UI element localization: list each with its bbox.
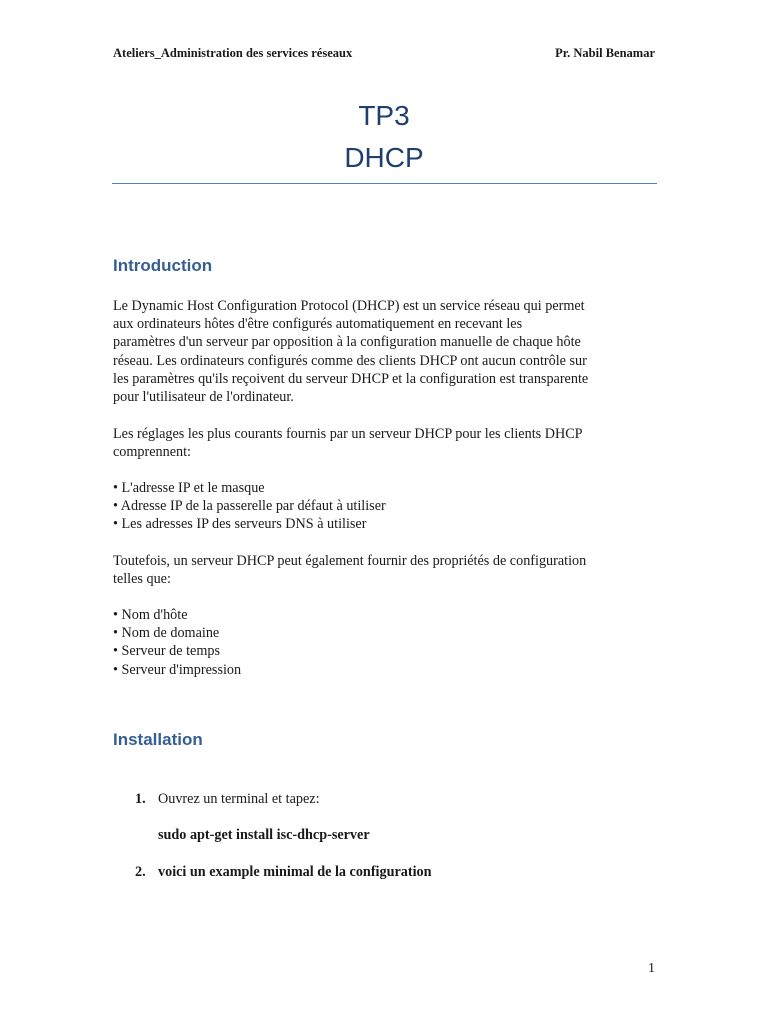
text-line: les paramètres qu'ils reçoivent du serveur DHCP et la configuration est transparente — [113, 371, 589, 387]
list-item: • Les adresses IP des serveurs DNS à utiliser — [113, 516, 367, 532]
text-line: Les réglages les plus courants fournis par un serveur DHCP pour les clients DHCP — [113, 426, 583, 442]
text-line: Toutefois, un serveur DHCP peut également fournir des propriétés de configuration — [113, 553, 587, 569]
list-item: • L'adresse IP et le masque — [113, 480, 265, 496]
doc-title-tp: TP3 — [358, 100, 410, 131]
step-2-text: voici un example minimal de la configuration — [158, 864, 432, 880]
header-course-title: Ateliers_Administration des services réseaux — [113, 46, 353, 60]
section-heading-introduction: Introduction — [113, 256, 213, 275]
text-line: paramètres d'un serveur par opposition à la configuration manuelle de chaque hôte — [113, 334, 581, 350]
list-item: • Nom d'hôte — [113, 607, 188, 623]
section-heading-installation: Installation — [113, 730, 203, 749]
text-line: comprennent: — [113, 444, 192, 460]
step-1-text: Ouvrez un terminal et tapez: — [158, 791, 320, 807]
doc-title-subject: DHCP — [344, 142, 424, 173]
step-1-number: 1. — [135, 791, 146, 807]
text-line: pour l'utilisateur de l'ordinateur. — [113, 389, 294, 405]
page-number: 1 — [648, 961, 655, 976]
text-line: réseau. Les ordinateurs configurés comme des clients DHCP ont aucun contrôle sur — [113, 353, 587, 369]
text-line: telles que: — [113, 571, 171, 587]
list-item: • Serveur d'impression — [113, 662, 242, 678]
text-line: aux ordinateurs hôtes d'être configurés automatiquement en recevant les — [113, 316, 523, 332]
title-divider — [112, 183, 657, 184]
install-command: sudo apt-get install isc-dhcp-server — [158, 827, 370, 843]
step-2-number: 2. — [135, 864, 146, 880]
text-line: Le Dynamic Host Configuration Protocol (DHCP) est un service réseau qui permet — [113, 298, 585, 314]
list-item: • Nom de domaine — [113, 625, 220, 641]
header-author: Pr. Nabil Benamar — [555, 46, 655, 60]
list-item: • Serveur de temps — [113, 643, 221, 659]
list-item: • Adresse IP de la passerelle par défaut à utiliser — [113, 498, 386, 514]
